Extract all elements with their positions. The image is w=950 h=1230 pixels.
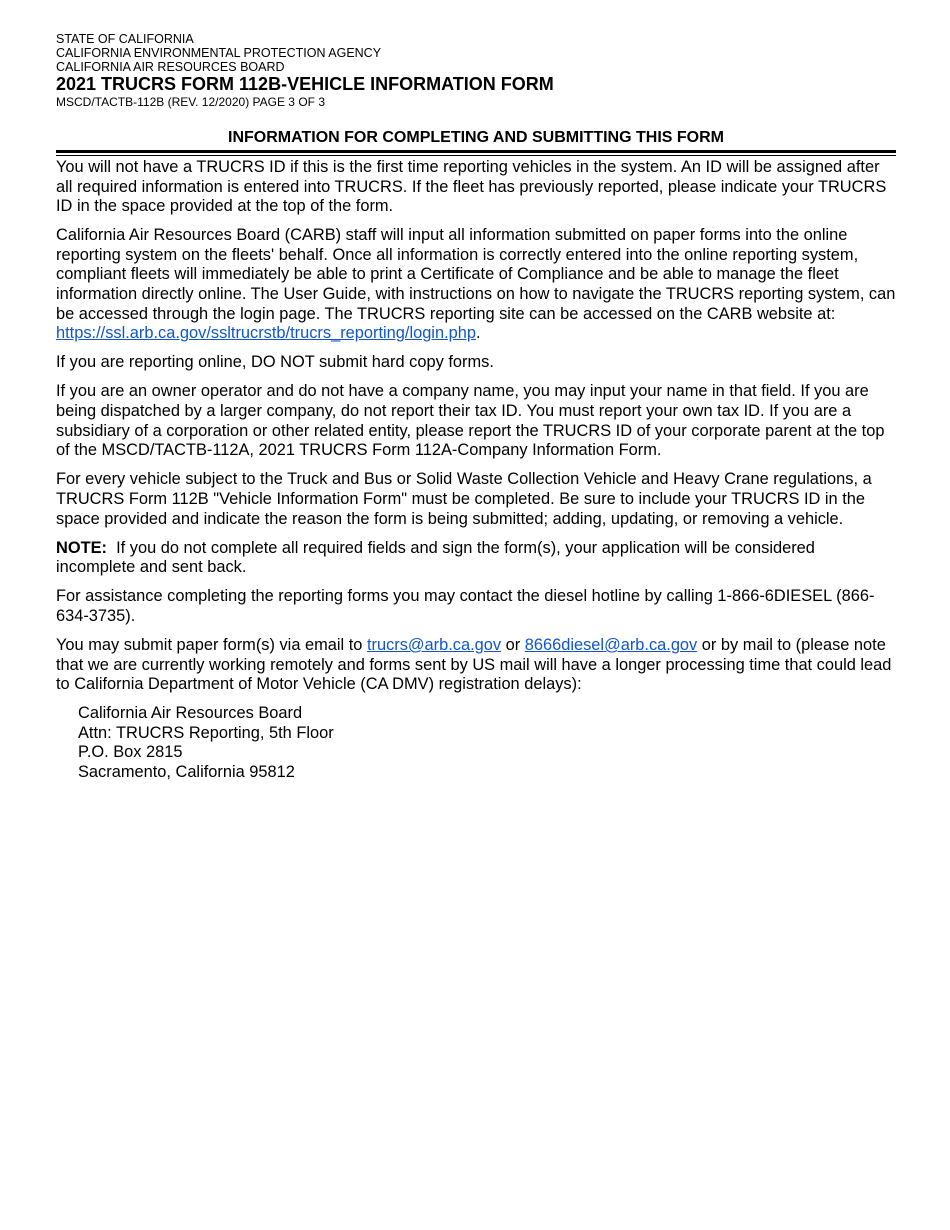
address-line-city: Sacramento, California 95812 — [78, 763, 295, 782]
paragraph-carb-staff-text: California Air Resources Board (CARB) staff will input all information submitted on paper forms into the online reporting system on the fleets' behalf. Once all information is correctly entered into the online reporting system, compliant fleets will immediately be able to print a Certificate of Compliance and be able to manage the fleet information directly online. The User Guide, with instructions on how to navigate the TRUCRS reporting system, can be accessed through the login page. The TRUCRS reporting site can be accessed on the CARB website at: — [56, 226, 896, 323]
email-link-8666diesel[interactable]: 8666diesel@arb.ca.gov — [524, 635, 698, 654]
instructions-body — [56, 158, 896, 783]
mailing-address — [78, 704, 896, 782]
heading-rule-thin — [56, 155, 896, 156]
paragraph-carb-staff — [56, 226, 896, 344]
paragraph-every-vehicle: For every vehicle subject to the Truck and Bus or Solid Waste Collection Vehicle and Heavy Crane regulations, a TRUCRS Form 112B "Vehicle Information Form" must be completed. Be sure to include your TRUCRS ID in the space provided and indicate the reason the form is being submitted; adding, updating, or removing a vehicle. — [56, 470, 872, 528]
paragraph-online-reporting: If you are reporting online, DO NOT submit hard copy forms. — [56, 353, 494, 372]
paragraph-trucrs-id: You will not have a TRUCRS ID if this is the first time reporting vehicles in the system. An ID will be assigned after all required information is entered into TRUCRS. If the fleet has previously reported, please indicate your TRUCRS ID in the space provided at the top of the form. — [56, 158, 887, 216]
section-heading: INFORMATION FOR COMPLETING AND SUBMITTING THIS FORM — [228, 129, 724, 146]
paragraph-note — [56, 539, 896, 578]
document-page — [56, 32, 896, 783]
note-text: If you do not complete all required fields and sign the form(s), your application will be considered incomplete and sent back. — [56, 538, 820, 577]
paragraph-owner-operator: If you are an owner operator and do not have a company name, you may input your name in that field. If you are being dispatched by a larger company, do not report their tax ID. You must report your own tax ID. If you are a subsidiary of a corporation or other related entity, please report the TRUCRS ID of your corporate parent at the top of the MSCD/TACTB-112A, 2021 TRUCRS Form 112A-Company Information Form. — [56, 382, 885, 460]
address-line-organization: California Air Resources Board — [78, 704, 303, 723]
trucrs-login-link[interactable]: https://ssl.arb.ca.gov/ssltrucrstb/trucrs_reporting/login.php — [56, 324, 476, 343]
agency-state: STATE OF CALIFORNIA — [56, 32, 194, 46]
agency-calepa: CALIFORNIA ENVIRONMENTAL PROTECTION AGENCY — [56, 46, 382, 60]
note-label: NOTE: — [56, 538, 107, 557]
paragraph-carb-staff-end: . — [475, 324, 481, 343]
heading-rule-thick — [56, 150, 896, 153]
address-line-attn: Attn: TRUCRS Reporting, 5th Floor — [78, 723, 334, 742]
paragraph-submit — [56, 636, 896, 695]
document-header — [56, 32, 896, 109]
submit-text-end: or by mail to (please note that we are currently working remotely and forms sent by US mail will have a longer processing time that could lead to California Department of Motor Vehicle (CA DMV) registration delays): — [56, 635, 892, 694]
form-revision: MSCD/TACTB-112B (REV. 12/2020) PAGE 3 OF 3 — [56, 95, 325, 109]
paragraph-hotline: For assistance completing the reporting forms you may contact the diesel hotline by calling 1-866-6DIESEL (866-634-3735). — [56, 587, 875, 625]
agency-carb: CALIFORNIA AIR RESOURCES BOARD — [56, 60, 285, 74]
form-title: 2021 TRUCRS FORM 112B-VEHICLE INFORMATION FORM — [56, 74, 554, 94]
address-line-po-box: P.O. Box 2815 — [78, 743, 183, 762]
submit-text-start: You may submit paper form(s) via email to — [56, 635, 367, 654]
submit-text-or: or — [501, 635, 525, 654]
email-link-trucrs[interactable]: trucrs@arb.ca.gov — [366, 635, 502, 654]
